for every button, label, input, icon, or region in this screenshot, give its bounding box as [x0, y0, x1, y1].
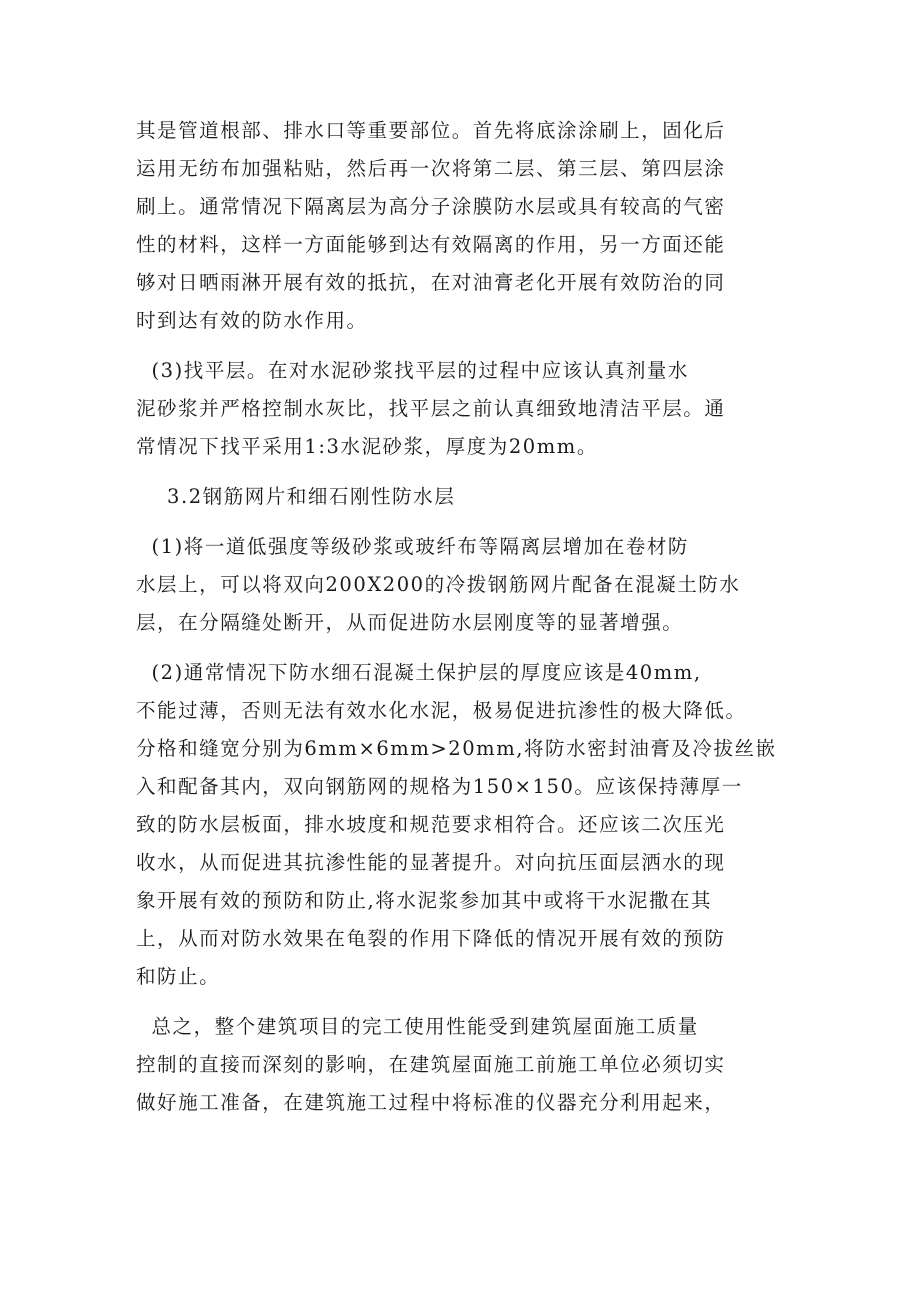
- text-line: 做好施工准备，在建筑施工过程中将标准的仪器充分利用起来，: [136, 1091, 726, 1114]
- text-line: 收水，从而促进其抗渗性能的显著提升。对向抗压面层洒水的现: [136, 851, 726, 874]
- text-line: 其是管道根部、排水口等重要部位。首先将底涂涂刷上，固化后: [136, 119, 726, 142]
- text-line: 分格和缝宽分别为6mm×6mm>20mm,将防水密封油膏及冷拔丝嵌: [136, 737, 777, 760]
- section-title: 3.2钢筋网片和细石刚性防水层: [136, 485, 456, 508]
- text-line: 常情况下找平采用1:3水泥砂浆，厚度为20mm。: [136, 435, 598, 458]
- paragraph-mesh-layer: [136, 528, 796, 642]
- text-line: (3)找平层。在对水泥砂浆找平层的过程中应该认真剂量水: [136, 359, 689, 382]
- text-line: 和防止。: [136, 965, 221, 988]
- document-body: [136, 112, 796, 1122]
- text-line: 运用无纺布加强粘贴，然后再一次将第二层、第三层、第四层涂: [136, 157, 726, 180]
- text-line: 泥砂浆并严格控制水灰比，找平层之前认真细致地清洁平层。通: [136, 397, 726, 420]
- text-line: 刷上。通常情况下隔离层为高分子涂膜防水层或具有较高的气密: [136, 195, 726, 218]
- text-line: 够对日晒雨淋开展有效的抵抗，在对油膏老化开展有效防治的同: [136, 271, 726, 294]
- text-line: 总之，整个建筑项目的完工使用性能受到建筑屋面施工质量: [136, 1015, 699, 1038]
- text-line: (1)将一道低强度等级砂浆或玻纤布等隔离层增加在卷材防: [136, 535, 689, 558]
- text-line: 性的材料，这样一方面能够到达有效隔离的作用，另一方面还能: [136, 233, 726, 256]
- text-line: 水层上，可以将双向200X200的冷拨钢筋网片配备在混凝土防水: [136, 573, 741, 596]
- paragraph-isolation-layer: [136, 112, 796, 340]
- text-line: 控制的直接而深刻的影响，在建筑屋面施工前施工单位必须切实: [136, 1053, 726, 1076]
- text-line: 上，从而对防水效果在龟裂的作用下降低的情况开展有效的预防: [136, 927, 726, 950]
- text-line: 入和配备其内，双向钢筋网的规格为150×150。应该保持薄厚一: [136, 775, 743, 798]
- paragraph-conclusion: [136, 1008, 796, 1122]
- paragraph-protective-layer: [136, 654, 796, 996]
- section-heading: [136, 478, 796, 516]
- text-line: 致的防水层板面，排水坡度和规范要求相符合。还应该二次压光: [136, 813, 726, 836]
- text-line: 时到达有效的防水作用。: [136, 309, 368, 332]
- text-line: (2)通常情况下防水细石混凝土保护层的厚度应该是40mm,: [136, 661, 702, 684]
- text-line: 不能过薄，否则无法有效水化水泥，极易促进抗渗性的极大降低。: [136, 699, 747, 722]
- text-line: 象开展有效的预防和防止,将水泥浆参加其中或将干水泥撒在其: [136, 889, 713, 912]
- text-line: 层，在分隔缝处断开，从而促进防水层刚度等的显著增强。: [136, 611, 684, 634]
- paragraph-leveling-layer: [136, 352, 796, 466]
